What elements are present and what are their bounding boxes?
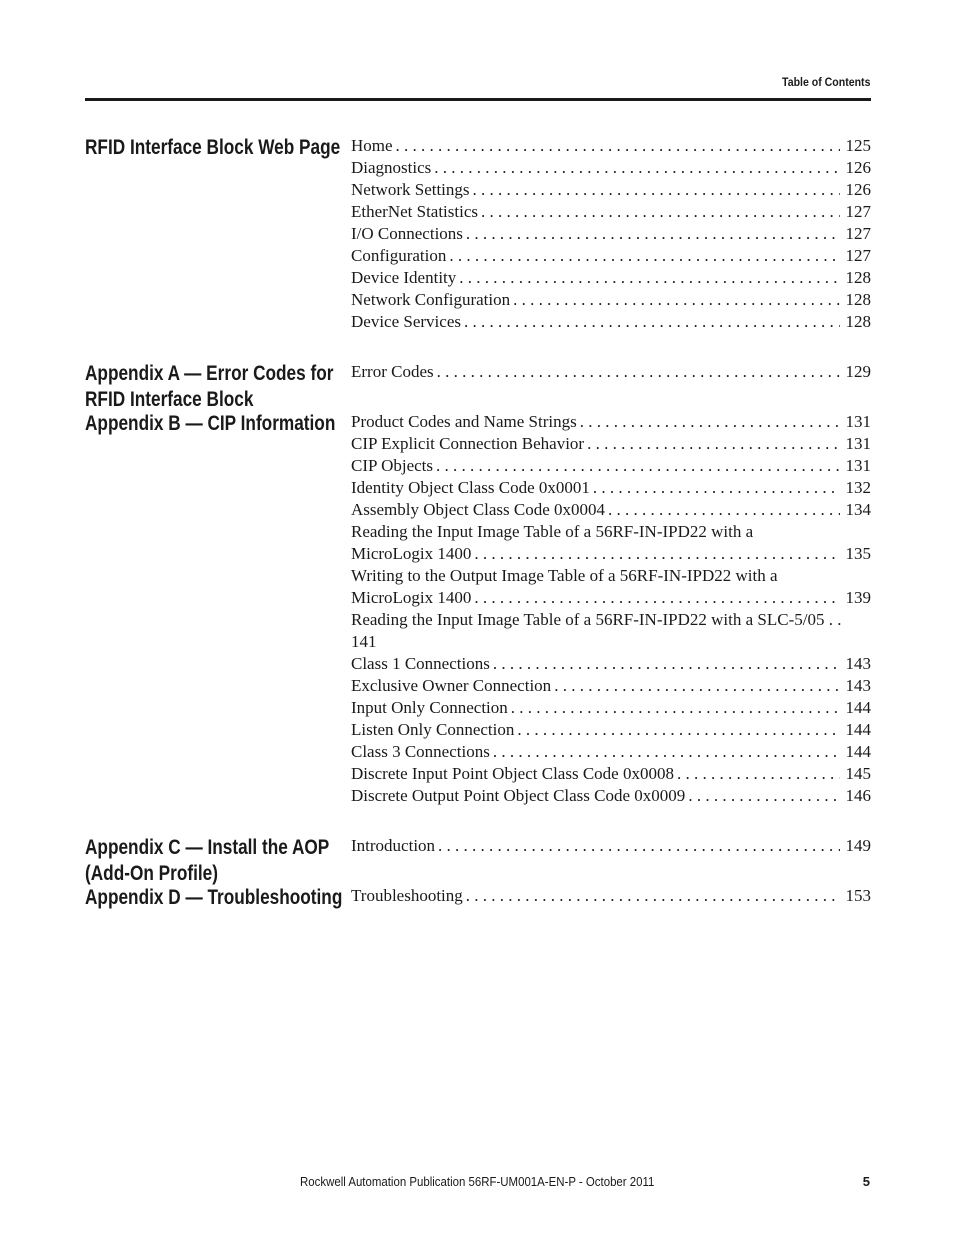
dot-leader [466, 885, 840, 907]
toc-entry-title: CIP Explicit Connection Behavior [351, 434, 585, 453]
toc-entry-title: Error Codes [351, 362, 434, 381]
section-title-line: Appendix B — CIP Information [85, 412, 336, 435]
toc-entry-page: 131 [845, 412, 871, 431]
toc-section [85, 135, 871, 333]
entry-list [351, 361, 871, 383]
toc-entry[interactable] [351, 135, 871, 157]
toc-entry[interactable] [351, 719, 871, 741]
toc-entry-page: 153 [845, 886, 871, 905]
dot-leader [688, 785, 839, 807]
toc-entry[interactable] [351, 201, 871, 223]
section-title-line: RFID Interface Block Web Page [85, 136, 341, 159]
section-title [85, 135, 347, 161]
dot-leader [459, 267, 839, 289]
toc-entry[interactable] [351, 697, 871, 719]
page-number: 5 [862, 1174, 870, 1189]
section-title [85, 885, 347, 911]
dot-leader [493, 741, 840, 763]
dot-leader [517, 719, 839, 741]
toc-entry[interactable] [351, 361, 871, 383]
toc-entry-page: 143 [845, 654, 871, 673]
section-title [85, 835, 347, 887]
toc-entry-title: 141 [351, 632, 377, 651]
dot-leader [473, 179, 840, 201]
section-title [85, 411, 347, 437]
dot-leader [593, 477, 840, 499]
toc-entry-page: 149 [845, 836, 871, 855]
table-of-contents [85, 135, 871, 935]
dot-leader [513, 289, 839, 311]
toc-entry[interactable] [351, 311, 871, 333]
dot-leader [511, 697, 840, 719]
toc-entry[interactable] [351, 289, 871, 311]
toc-entry-page: 144 [845, 742, 871, 761]
dot-leader [434, 157, 839, 179]
footer-publication: Rockwell Automation Publication 56RF-UM001A-EN-P - October 2011 [300, 1174, 655, 1189]
toc-entry[interactable] [351, 245, 871, 267]
toc-entry-page: 129 [845, 362, 871, 381]
toc-entry-title: Network Settings [351, 180, 470, 199]
toc-entry-title: Input Only Connection [351, 698, 508, 717]
toc-entry-title: Exclusive Owner Connection [351, 676, 552, 695]
toc-entry-page: 128 [845, 268, 871, 287]
toc-entry-page: 127 [845, 246, 871, 265]
toc-section [85, 885, 871, 907]
toc-entry-title: Diagnostics [351, 158, 432, 177]
toc-entry-page: 144 [845, 698, 871, 717]
toc-entry-title: Introduction [351, 836, 436, 855]
toc-entry-title: EtherNet Statistics [351, 202, 479, 221]
toc-entry-page: 132 [845, 478, 871, 497]
toc-entry-first-line[interactable]: Reading the Input Image Table of a 56RF-IN-IPD22 with a SLC-5/05 . . [351, 610, 842, 629]
toc-entry[interactable] [351, 653, 871, 675]
toc-entry-title: CIP Objects [351, 456, 434, 475]
toc-entry-title: MicroLogix 1400 [351, 588, 472, 607]
toc-entry-title: Assembly Object Class Code 0x0004 [351, 500, 606, 519]
toc-entry[interactable] [351, 763, 871, 785]
entry-list [351, 135, 871, 333]
toc-entry[interactable] [351, 587, 871, 609]
toc-entry[interactable] [351, 477, 871, 499]
toc-entry-title: Class 1 Connections [351, 654, 490, 673]
toc-entry-first-line[interactable]: Reading the Input Image Table of a 56RF-IN-IPD22 with a [351, 522, 754, 541]
toc-entry-title: Discrete Input Point Object Class Code 0x0008 [351, 764, 674, 783]
dot-leader [466, 223, 840, 245]
toc-entry[interactable] [351, 179, 871, 201]
toc-entry-page: 126 [845, 180, 871, 199]
dot-leader [474, 543, 839, 565]
section-title [85, 361, 347, 413]
section-title-line: Appendix C — Install the AOP [85, 836, 330, 859]
toc-entry[interactable] [351, 885, 871, 907]
toc-entry-page: 131 [845, 434, 871, 453]
dot-leader [554, 675, 839, 697]
toc-entry[interactable] [351, 741, 871, 763]
toc-entry[interactable] [351, 433, 871, 455]
toc-entry-page: 134 [845, 500, 871, 519]
toc-entry[interactable] [351, 675, 871, 697]
dot-leader [437, 361, 840, 383]
toc-entry[interactable] [351, 785, 871, 807]
toc-entry-title: Network Configuration [351, 290, 511, 309]
dot-leader [587, 433, 839, 455]
toc-entry[interactable] [351, 835, 871, 857]
dot-leader [580, 411, 840, 433]
dot-leader [677, 763, 840, 785]
toc-entry-title: Troubleshooting [351, 886, 463, 905]
toc-entry[interactable] [351, 267, 871, 289]
dot-leader [481, 201, 839, 223]
toc-entry-title: Class 3 Connections [351, 742, 490, 761]
toc-entry-title: Identity Object Class Code 0x0001 [351, 478, 590, 497]
section-title-line: RFID Interface Block [85, 388, 254, 411]
section-title-line: Appendix D — Troubleshooting [85, 886, 343, 909]
toc-entry-page: 144 [845, 720, 871, 739]
toc-entry[interactable] [351, 411, 871, 433]
toc-section [85, 411, 871, 807]
toc-entry-title: Device Services [351, 312, 461, 331]
toc-entry-page: 146 [845, 786, 871, 805]
toc-entry[interactable] [351, 455, 871, 477]
toc-entry-page: 135 [845, 544, 871, 563]
toc-section [85, 835, 871, 885]
toc-entry-page: 125 [845, 136, 871, 155]
toc-entry-page: 128 [845, 290, 871, 309]
toc-entry-page: 145 [845, 764, 871, 783]
dot-leader [608, 499, 839, 521]
toc-entry-title: Home [351, 136, 393, 155]
toc-entry-page: 131 [845, 456, 871, 475]
dot-leader [436, 455, 839, 477]
toc-entry[interactable] [351, 543, 871, 565]
toc-entry-first-line[interactable]: Writing to the Output Image Table of a 56RF-IN-IPD22 with a [351, 566, 778, 585]
toc-entry-page: 128 [845, 312, 871, 331]
running-header: Table of Contents [781, 75, 870, 89]
toc-entry-title: Discrete Output Point Object Class Code 0x0009 [351, 786, 686, 805]
toc-section [85, 361, 871, 411]
toc-entry-page: 126 [845, 158, 871, 177]
entry-list [351, 885, 871, 907]
toc-entry[interactable] [351, 157, 871, 179]
toc-entry[interactable] [351, 631, 871, 653]
dot-leader [464, 311, 840, 333]
dot-leader [474, 587, 839, 609]
toc-entry-title: Device Identity [351, 268, 457, 287]
entry-list [351, 411, 871, 807]
toc-entry-title: Product Codes and Name Strings [351, 412, 577, 431]
toc-entry[interactable] [351, 499, 871, 521]
toc-entry[interactable] [351, 223, 871, 245]
dot-leader [449, 245, 839, 267]
header-rule [85, 98, 871, 101]
section-title-line: Appendix A — Error Codes for [85, 362, 334, 385]
toc-entry-page: 143 [845, 676, 871, 695]
dot-leader [493, 653, 840, 675]
section-title-line: (Add-On Profile) [85, 862, 218, 885]
toc-entry-page: 139 [845, 588, 871, 607]
entry-list [351, 835, 871, 857]
toc-entry-page: 127 [845, 202, 871, 221]
toc-entry-title: Listen Only Connection [351, 720, 515, 739]
dot-leader [396, 135, 840, 157]
dot-leader [438, 835, 839, 857]
toc-entry-title: MicroLogix 1400 [351, 544, 472, 563]
toc-entry-page: 127 [845, 224, 871, 243]
toc-entry-title: Configuration [351, 246, 447, 265]
toc-entry-title: I/O Connections [351, 224, 463, 243]
